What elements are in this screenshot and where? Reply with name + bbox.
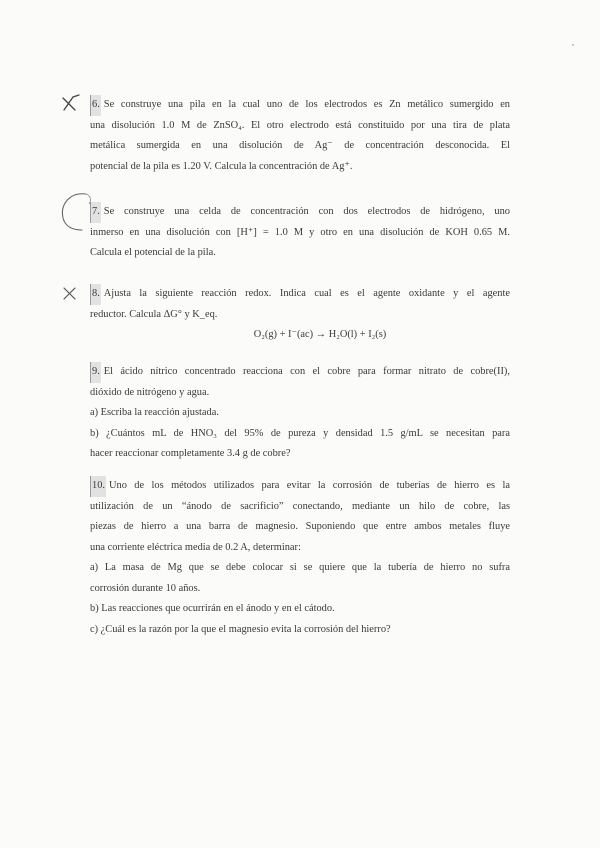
cross-mark-icon (60, 94, 82, 114)
redox-equation: O₂(g) + I⁻(ac) → H₂O(l) + I₂(s) (253, 329, 387, 340)
question-number: 6. (90, 95, 101, 116)
question-10 (90, 476, 510, 640)
question-line: utilización de un “ánodo de sacrificio” conectando, mediante un hilo de cobre, las (90, 500, 510, 512)
question-number: 9. (90, 362, 101, 383)
paper-speck (572, 44, 574, 46)
question-6 (90, 95, 510, 177)
question-line: c) ¿Cuál es la razón por la que el magnesio evita la corrosión del hierro? (90, 623, 391, 635)
question-7 (90, 202, 510, 264)
question-line: 8. Ajusta la siguiente reacción redox. Indica cual es el agente oxidante y el agente (90, 284, 510, 305)
question-8 (90, 284, 510, 346)
question-line: piezas de hierro a una barra de magnesio. Suponiendo que entre ambos metales fluye (90, 521, 510, 532)
question-line: b) Las reacciones que ocurrirán en el ánodo y en el cátodo. (90, 603, 335, 614)
question-line: corrosión durante 10 años. (90, 582, 201, 594)
question-line: reductor. Calcula ΔG° y K_eq. (90, 308, 218, 320)
question-line: inmerso en una disolución con [H⁺] = 1.0 M y otro en una disolución de KOH 0.65 M. (90, 226, 510, 238)
question-number: 8. (90, 284, 101, 305)
question-line: dióxido de nitrógeno y agua. (90, 386, 210, 398)
question-line: 10. Uno de los métodos utilizados para evitar la corrosión de tuberías de hierro es la (90, 476, 510, 497)
question-line: potencial de la pila es 1.20 V. Calcula la concentración de Ag⁺. (90, 160, 353, 172)
question-line: 9. El ácido nítrico concentrado reacciona con el cobre para formar nitrato de cobre(II), (90, 362, 510, 383)
question-line: a) La masa de Mg que se debe colocar si se quiere que la tubería de hierro no sufra (90, 562, 510, 573)
question-line: a) Escriba la reacción ajustada. (90, 407, 219, 418)
question-line: 7. Se construye una celda de concentración con dos electrodos de hidrógeno, uno (90, 202, 510, 223)
question-number: 7. (90, 202, 101, 223)
question-line: hacer reaccionar completamente 3.4 g de cobre? (90, 448, 291, 459)
question-line: 6. Se construye una pila en la cual uno de los electrodos es Zn metálico sumergido en (90, 95, 510, 116)
question-line: Calcula el potencial de la pila. (90, 247, 216, 258)
question-number: 10. (90, 476, 106, 497)
question-9 (90, 362, 510, 465)
question-line: b) ¿Cuántos mL de HNO₃ del 95% de pureza y densidad 1.5 g/mL se necesitan para (90, 427, 510, 439)
question-line: metálica sumergida en una disolución de Ag⁻ de concentración desconocida. El (90, 140, 510, 151)
question-line: una corriente eléctrica media de 0.2 A, determinar: (90, 541, 301, 553)
cross-mark-icon (62, 286, 78, 302)
question-line: una disolución 1.0 M de ZnSO₄. El otro electrodo está constituido por una tira de plata (90, 119, 510, 131)
